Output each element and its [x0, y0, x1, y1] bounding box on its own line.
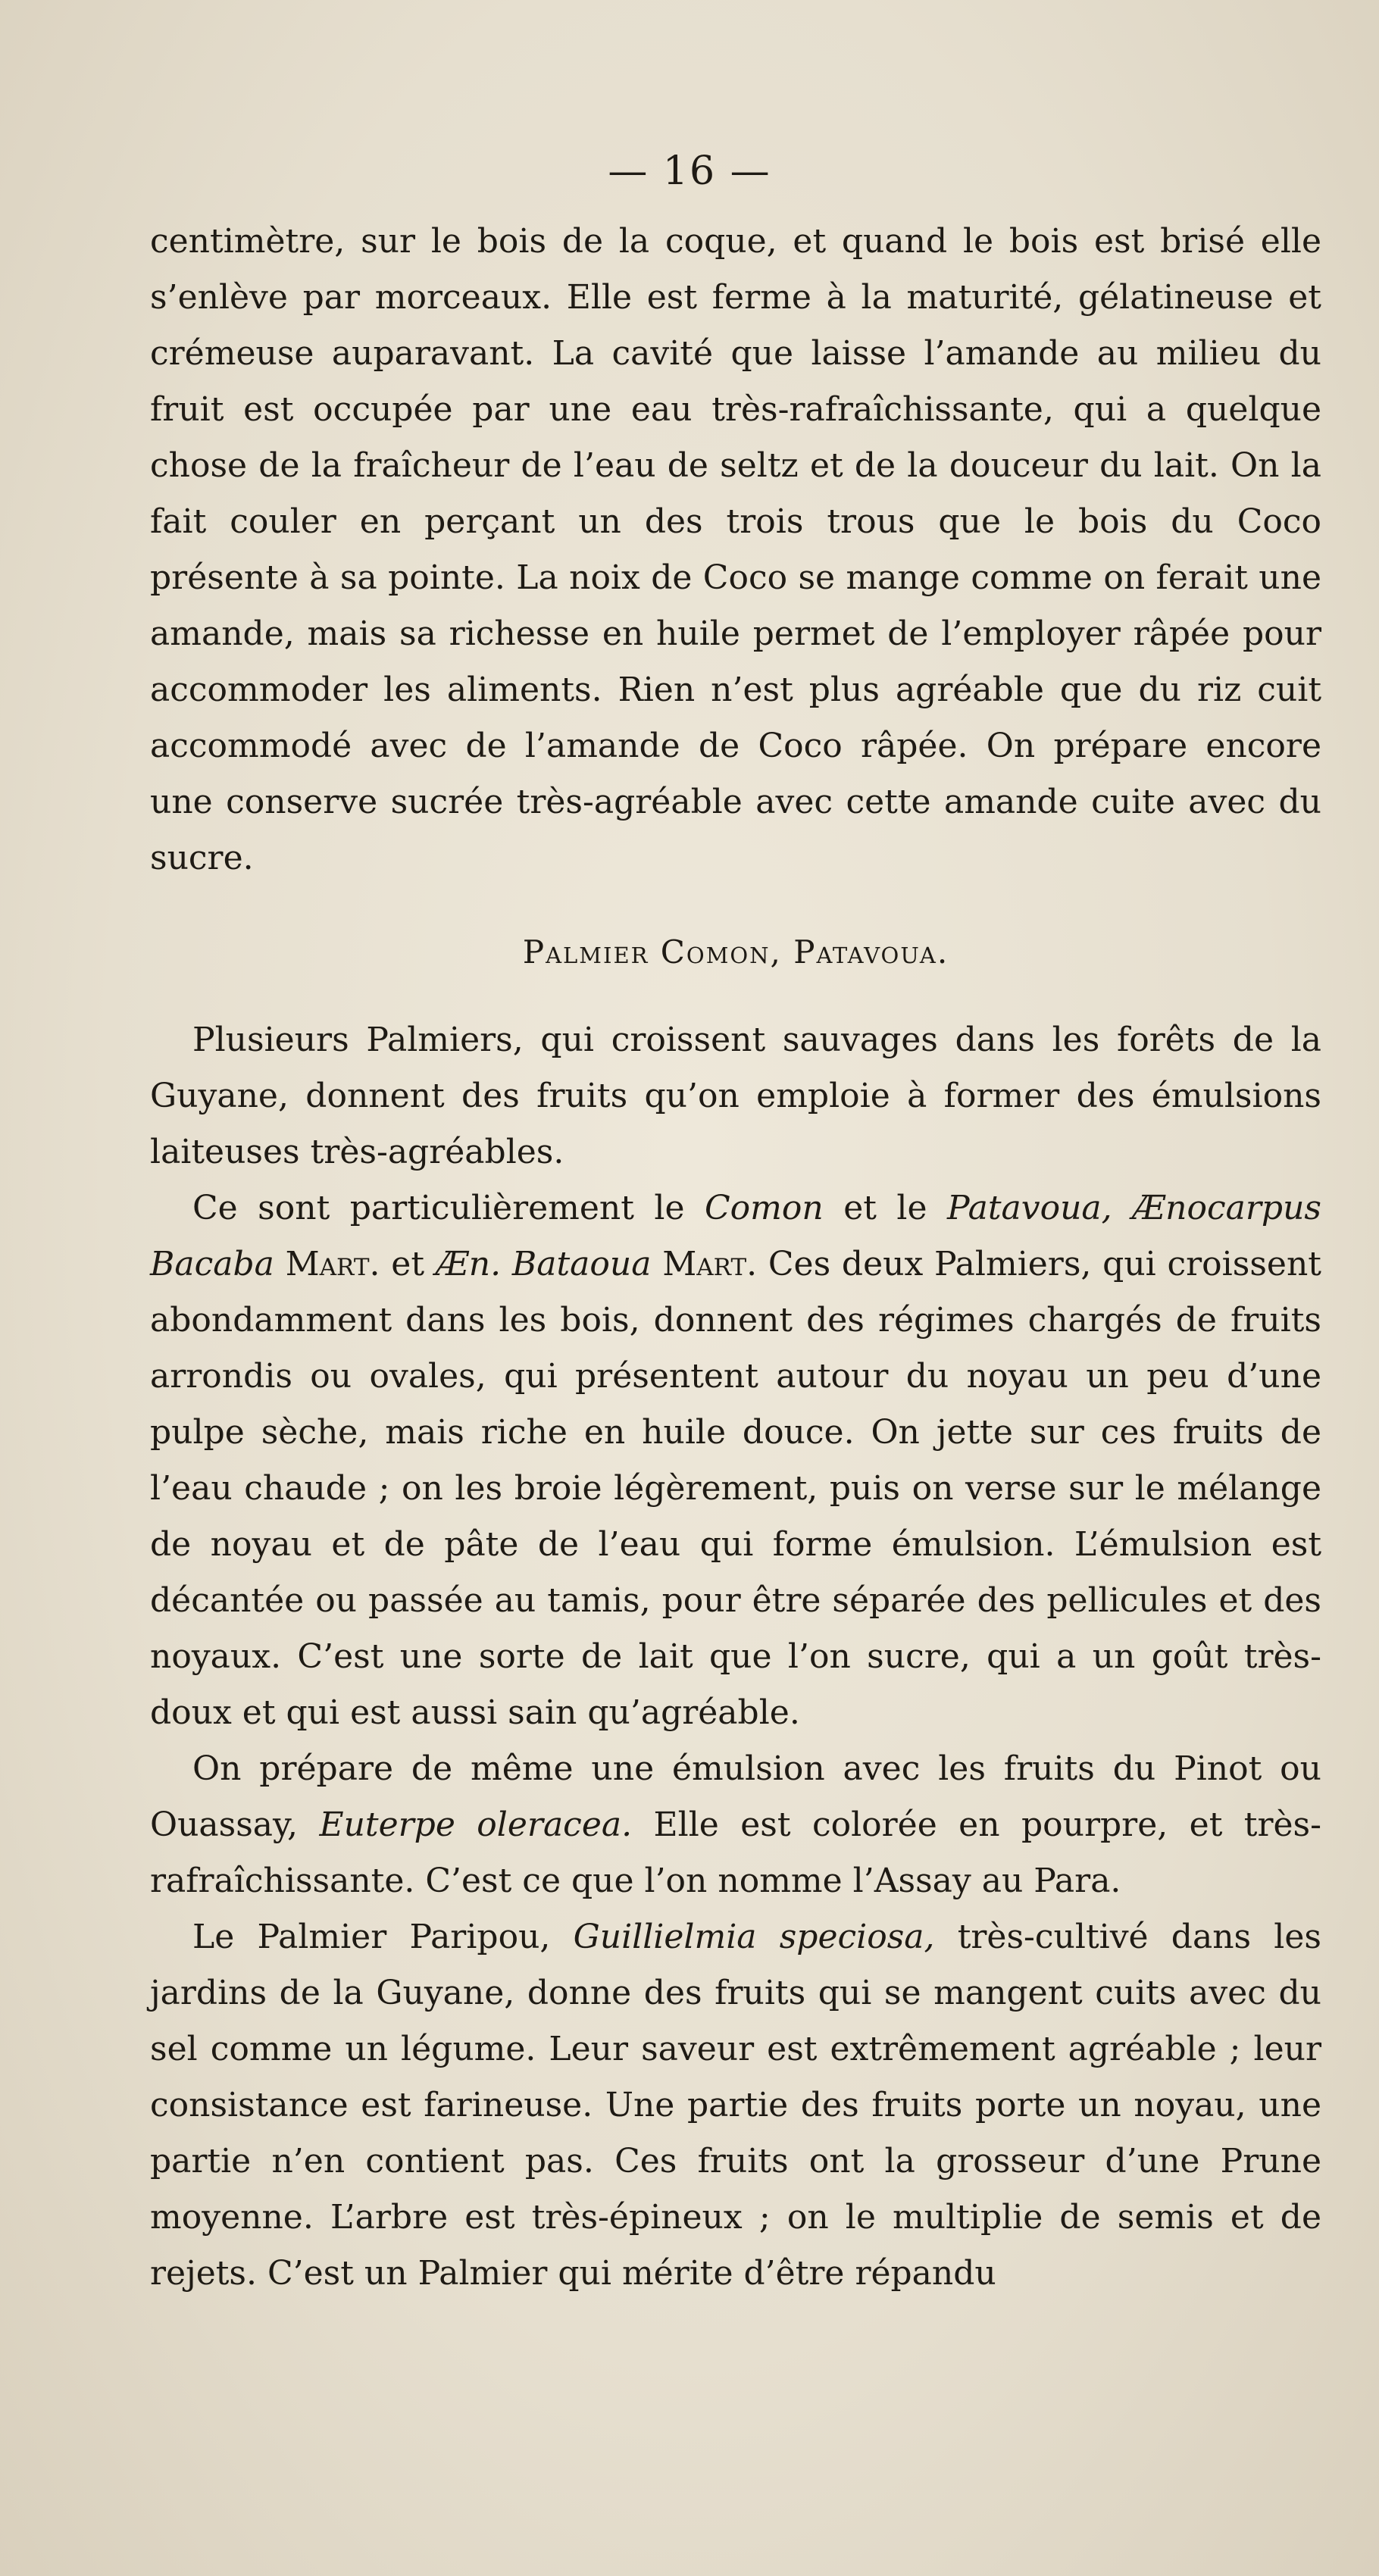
text-run: Elle est colorée en pourpre, et très-rafraîchissante. C’est ce que l’on nomme l’Assay au Para. — [150, 1805, 1321, 1900]
text-run: Ces deux Palmiers, qui croissent abondamment dans les bois, donnent des régimes chargés de fruits arrondis ou ovales, qui présentent autour du noyau un peu d’une pulpe sèche, mais riche en huile douce. On jette sur ces fruits de l’eau chaude ; on les broie légèrement, puis on verse sur le mélange de noyau et de pâte de l’eau qui forme émulsion. L’émulsion est décantée ou passée au tamis, pour être séparée des pellicules et des noyaux. C’est une sorte de lait que l’on sucre, qui a un goût très-doux et qui est aussi sain qu’agréable. — [150, 1245, 1321, 1732]
section-heading: Palmier Comon, Patavoua. — [522, 933, 949, 971]
species-name: Euterpe oleracea. — [319, 1805, 633, 1844]
text-run: très-cultivé dans les jardins de la Guyane, donne des fruits qui se mangent cuits avec du sel comme un légume. Leur saveur est extrêmement agréable ; leur consistance est farineuse. Une partie des fruits porte un noyau, une partie n’en contient pas. Ces fruits ont la grosseur d’une Prune moyenne. L’arbre est très-épineux ; on le multiplie de semis et de rejets. C’est un Palmier qui mérite d’être répandu — [150, 1918, 1321, 2293]
text-run: On prépare de même une émulsion avec les fruits du Pinot ou Ouassay, — [150, 1749, 1321, 1844]
text-run — [274, 1245, 286, 1283]
species-name: Patavoua, Ænocarpus Bacaba — [150, 1189, 1321, 1283]
paragraph-pinot-ouassay — [150, 1741, 1321, 1909]
paragraph-comon-patavoua — [150, 1180, 1321, 1741]
paragraph-paripou — [150, 1909, 1321, 2302]
text-run: Le Palmier Paripou, — [192, 1918, 574, 1956]
text-run — [651, 1245, 662, 1283]
species-name: Æn. Bataoua — [435, 1245, 652, 1283]
species-name: Comon — [705, 1189, 824, 1227]
species-name: Guillielmia speciosa, — [573, 1918, 935, 1956]
text-run: et — [380, 1245, 436, 1283]
author-abbrev: Mart. — [662, 1245, 758, 1283]
page-number: — 16 — — [608, 148, 771, 194]
author-abbrev: Mart. — [285, 1245, 380, 1283]
text-run: et le — [823, 1189, 947, 1227]
paragraph-continued: centimètre, sur le bois de la coque, et quand le bois est brisé elle s’enlève par morceaux. Elle est ferme à la maturité, gélatineuse et crémeuse auparavant. La cavité que laisse l’amande au milieu du fruit est occupée par une eau très-rafraîchissante, qui a quelque chose de la fraîcheur de l’eau de seltz et de la douceur du lait. On la fait couler en perçant un des trois trous que le bois du Coco présente à sa pointe. La noix de Coco se mange comme on ferait une amande, mais sa richesse en huile permet de l’employer râpée pour accommoder les aliments. Rien n’est plus agréable que du riz cuit accommodé avec de l’amande de Coco râpée. On prépare encore une conserve sucrée très-agréable avec cette amande cuite avec du sucre. — [150, 222, 1321, 877]
page-body — [150, 214, 1321, 2302]
text-run: Ce sont particulièrement le — [192, 1189, 705, 1227]
paragraph-intro: Plusieurs Palmiers, qui croissent sauvages dans les forêts de la Guyane, donnent des fruits qu’on emploie à former des émulsions laiteuses très-agréables. — [150, 1021, 1321, 1171]
